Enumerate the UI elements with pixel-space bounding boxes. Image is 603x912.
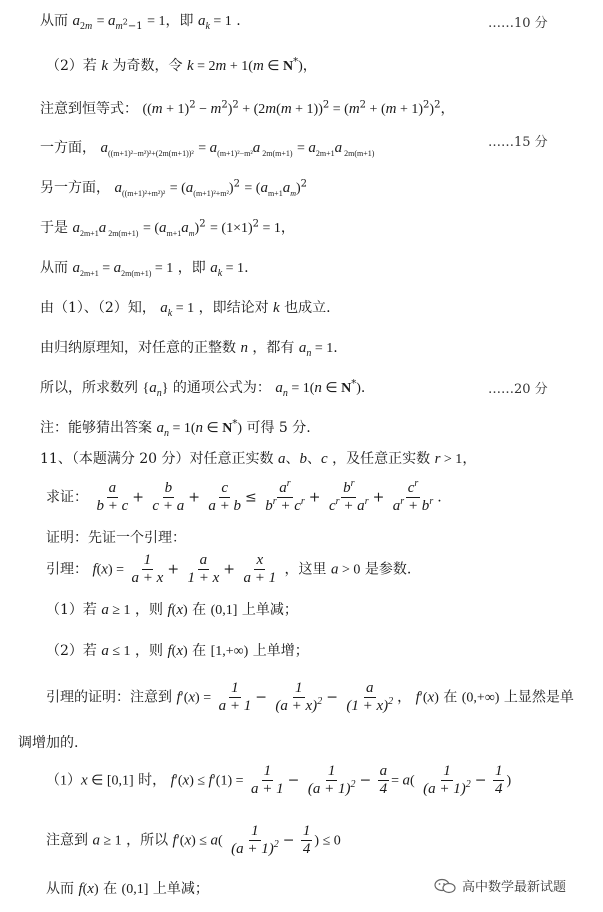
line-induction: 由归纳原理知，对任意的正整数 n ，都有 $a_n = 1$. <box>40 340 338 359</box>
text: 由（1）、（2）知， <box>40 300 156 316</box>
text: 从而 <box>46 881 74 897</box>
wechat-icon <box>434 878 456 894</box>
proof-start: 证明：先证一个引理： <box>46 530 186 546</box>
text: ，都有 <box>252 340 295 356</box>
lemma-case-2: （2）若 a ≤ 1 ，则 f(x) 在 [1,+∞) 上单增； <box>46 643 309 659</box>
text: 求证： <box>46 489 88 506</box>
score-15: ……15 分 <box>488 135 548 150</box>
text: 注意到恒等式： <box>40 101 138 117</box>
lemma: 引理： f(x) = $\frac{1}{a + x}$ + $\frac{a}{1 + x}$ + $\frac{x}{a + 1}$ ，这里 a > 0 是参数. <box>46 552 412 586</box>
text: 从而 <box>40 13 68 29</box>
text: 上单增； <box>252 643 309 659</box>
lemma-proof-cont: 调增加的. <box>18 735 79 751</box>
lemma-proof: 引理的证明：注意到 f′(x) = $\frac{1}{a + 1}$ − $\frac{1}{(a + x)^2}$ − $\frac{a}{(1 + x)^2}$ ， f′(x) 在 (0,+∞) 上显然是单 <box>46 680 574 714</box>
line-part2-odd: （2）若 k 为奇数，令 k = 2m + 1(m ∈ N*)， <box>46 56 317 74</box>
line-by-1-2: 由（1）、（2）知， $a_k = 1$ ，即结论对 k 也成立. <box>40 300 331 319</box>
text: 的通项公式为： <box>172 380 271 396</box>
lemma-case-1: （1）若 a ≥ 1 ，则 f(x) 在 (0,1] 上单减； <box>46 602 298 618</box>
text: 一方面， <box>40 140 96 156</box>
text: 于是 <box>40 220 68 236</box>
score-20: ……20 分 <box>488 382 548 397</box>
text: 在 <box>192 602 207 618</box>
text: （2）若 <box>46 643 97 659</box>
text: 在 <box>103 881 118 897</box>
line-note: 注：能够猜出答案 $a_n = 1(n$ ∈ N*) 可得 5 分. <box>40 418 311 439</box>
final-line: 从而 f(x) 在 (0,1] 上单减； <box>46 881 209 897</box>
text: ，及任意正实数 <box>332 451 431 467</box>
text: 引理： <box>46 561 88 578</box>
text: 上单减； <box>152 881 209 897</box>
line-other-side: 另一方面， $a_{((m+1)^2+m^2)^2} = (a_{(m+1)^2+m^2})^2 = (a_{m+1}a_m)^2$ <box>40 178 308 198</box>
text: 时， <box>138 772 167 789</box>
text: 注：能够猜出答案 <box>40 420 152 436</box>
text: 引理的证明：注意到 <box>46 689 172 706</box>
text: 也成立. <box>284 300 331 316</box>
line-conclusion-even: 从而 $a_{2m} = a_{m^2-1} = 1$，即 $a_k = 1$ . <box>40 13 241 32</box>
watermark <box>434 876 566 895</box>
text: 在 <box>443 689 458 706</box>
text: ，即 <box>165 13 194 29</box>
text: 上单减； <box>241 602 298 618</box>
watermark-label: 高中数学最新试题 <box>462 880 567 895</box>
text: （1）若 <box>46 602 97 618</box>
text: ，则 <box>135 602 164 618</box>
text: 所以，所求数列 <box>40 380 138 396</box>
text: ，所以 <box>126 832 169 849</box>
text: 另一方面， <box>40 180 110 196</box>
text: 在 <box>192 643 207 659</box>
text: 11、（本题满分 20 分）对任意正实数 <box>40 451 274 467</box>
text: ，这里 <box>284 561 327 578</box>
text: ，即 <box>177 260 206 276</box>
text: ，即结论对 <box>198 300 269 316</box>
text: （2）若 <box>46 58 97 74</box>
line-therefore: 于是 $a_{2m+1}a$ $_{2m(m+1)} = (a_{m+1}a_m)^2 = (1\times 1)^2 = 1$， <box>40 218 295 238</box>
score-10: ……10 分 <box>488 16 548 31</box>
text: 由归纳原理知，对任意的正整数 <box>40 340 236 356</box>
problem-11: 11、（本题满分 20 分）对任意正实数 a、b、c ，及任意正实数 r > 1， <box>40 451 477 467</box>
text: 为奇数，令 <box>112 58 183 74</box>
line-general-term: 所以，所求数列 $\{a_n\}$ 的通项公式为： $a_n = 1(n$ ∈ N*). <box>40 378 366 399</box>
text: 注意到 <box>46 832 88 849</box>
note-a-ge-1: 注意到 a ≥ 1 ，所以 f′(x) ≤ a( $\frac{1}{(a + 1)^2}$ − $\frac{1}{4}$ ) ≤ 0 <box>46 823 341 857</box>
line-one-side: 一方面， $a_{((m+1)^2-m^2)^2+(2m(m+1))^2} = a_{(m+1)^2-m^2}a$ $_{2m(m+1)} = a_{2m+1}a$ $_{2m(m+1)}$ <box>40 140 375 158</box>
text: 是参数. <box>364 561 412 578</box>
step-1: （1）x ∈ [0,1] 时， f′(x) ≤ f′(1) = $\frac{1}{a + 1}$ − $\frac{1}{(a + 1)^2}$ − $\frac{a}{4}$ = a( $\frac{1}{(a + 1)^2}$ − $\frac{1}{4}$ ) <box>46 763 512 797</box>
line-identity: 注意到恒等式： $((m + 1)^2 - m^2)^2 + (2m(m + 1))^2 = (m^2 + (m + 1)^2)^2$， <box>40 99 455 117</box>
text: ，则 <box>135 643 164 659</box>
text: 上显然是单 <box>503 689 574 706</box>
inequality: 求证： $\frac{a}{b + c}$ + $\frac{b}{c + a}$ + $\frac{c}{a + b}$ ≤ $\frac{a^r}{b^r + c^r}$ + $\frac{b^r}{c^r + a^r}$ + $\frac{c^r}{a^r + b^r}$ . <box>46 478 442 514</box>
line-conclusion-odd: 从而 $a_{2m+1} = a_{2m(m+1)} = 1$ ，即 $a_k = 1$. <box>40 260 249 279</box>
text: 从而 <box>40 260 68 276</box>
text: 可得 5 分. <box>246 420 311 436</box>
